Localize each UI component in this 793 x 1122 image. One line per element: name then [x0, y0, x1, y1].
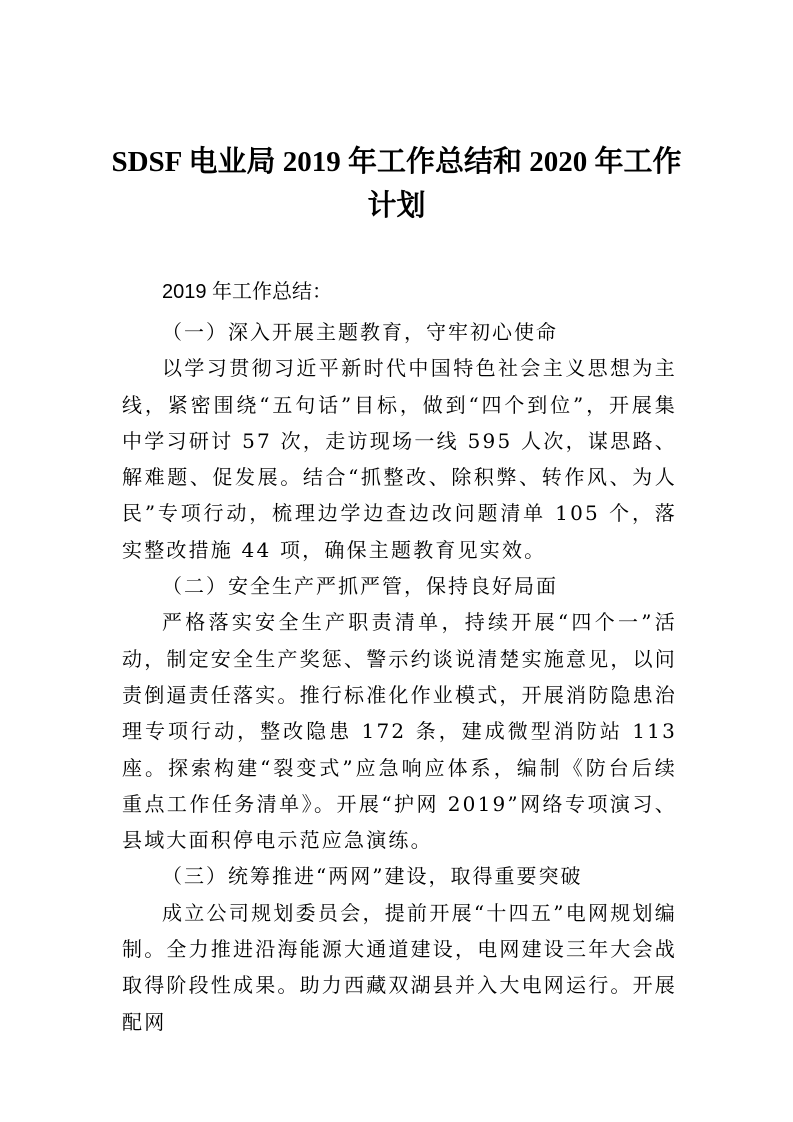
section-paragraph-1: 以学习贯彻习近平新时代中国特色社会主义思想为主线，紧密围绕“五句话”目标，做到“四个到位”，开展集中学习研讨 57 次，走访现场一线 595 人次，谋思路、解难题、促发展。结合“抓整改、除积弊、转作风、为人民”专项行动，梳理边学边查边改问题清单 105 个，落实整改措施 44 项，确保主题教育见实效。: [122, 356, 677, 562]
summary-label: 2019 年工作总结：: [162, 281, 333, 303]
section-heading-3: （三）统筹推进“两网”建设，取得重要突破: [162, 864, 583, 889]
section-paragraph-3: 成立公司规划委员会，提前开展“十四五”电网规划编制。全力推进沿海能源大通道建设，电网建设三年大会战取得阶段性成果。助力西藏双湖县并入大电网运行。开展配网: [122, 900, 677, 1034]
document-title: SDSF 电业局 2019 年工作总结和 2020 年工作计划: [111, 146, 682, 222]
section-paragraph-2: 严格落实安全生产职责清单，持续开展“四个一”活动，制定安全生产奖惩、警示约谈说清楚实施意见，以问责倒逼责任落实。推行标准化作业模式，开展消防隐患治理专项行动，整改隐患 172 条，建成微型消防站 113 座。探索构建“裂变式”应急响应体系，编制《防台后续重点工作任务清单》。开展“护网 2019”网络专项演习、县域大面积停电示范应急演练。: [122, 610, 677, 853]
section-heading-2: （二）安全生产严抓严管，保持良好局面: [162, 574, 558, 599]
document-body: [122, 270, 677, 1040]
section-heading-1: （一）深入开展主题教育，守牢初心使命: [162, 320, 558, 344]
